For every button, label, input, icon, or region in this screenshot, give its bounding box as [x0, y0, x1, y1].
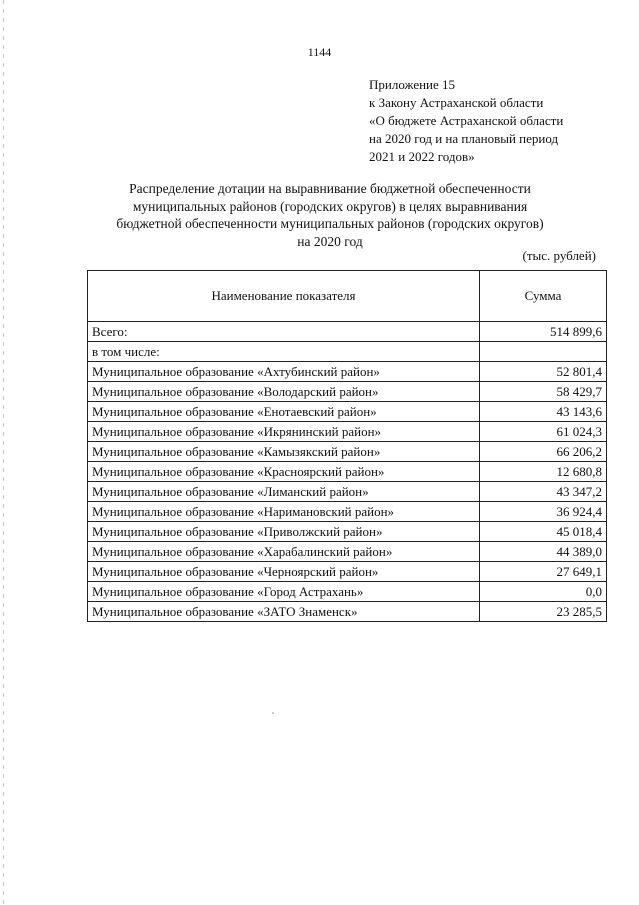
appendix-line: к Закону Астраханской области — [369, 95, 544, 110]
row-amount: 58 429,7 — [480, 382, 607, 402]
row-amount: 43 347,2 — [480, 482, 607, 502]
table-row — [88, 582, 607, 602]
title-line: бюджетной обеспеченности муниципальных районов (городских округов) — [116, 216, 544, 231]
appendix-line: 2021 и 2022 годов» — [369, 149, 475, 164]
row-amount: 27 649,1 — [480, 562, 607, 582]
table-row — [88, 562, 607, 582]
row-name: Муниципальное образование «Володарский район» — [88, 382, 480, 402]
table-row — [88, 542, 607, 562]
table-row — [88, 502, 607, 522]
appendix-line: на 2020 год и на плановый период — [369, 131, 559, 146]
total-row — [88, 322, 607, 342]
row-amount: 0,0 — [480, 582, 607, 602]
table-row — [88, 482, 607, 502]
appendix-line: «О бюджете Астраханской области — [369, 113, 564, 128]
row-name: Муниципальное образование «Лиманский район» — [88, 482, 480, 502]
page-number: 1144 — [307, 45, 332, 59]
table-row — [88, 442, 607, 462]
row-name: Муниципальное образование «Камызякский район» — [88, 442, 480, 462]
data-table — [87, 270, 607, 622]
row-name: Муниципальное образование «Красноярский район» — [88, 462, 480, 482]
scan-edge-artifact — [3, 0, 4, 905]
header-amount: Сумма — [480, 271, 607, 322]
row-name: Муниципальное образование «ЗАТО Знаменск» — [88, 602, 480, 622]
row-amount: 44 389,0 — [480, 542, 607, 562]
table-row — [88, 382, 607, 402]
row-name: Муниципальное образование «Енотаевский район» — [88, 402, 480, 422]
row-name: Муниципальное образование «Наримановский район» — [88, 502, 480, 522]
units-label: (тыс. рублей) — [522, 248, 596, 263]
row-name: Муниципальное образование «Город Астрахань» — [88, 582, 480, 602]
table-row — [88, 462, 607, 482]
title-line: Распределение дотации на выравнивание бюджетной обеспеченности — [129, 181, 531, 196]
table-row — [88, 402, 607, 422]
row-amount: 43 143,6 — [480, 402, 607, 422]
row-amount: 66 206,2 — [480, 442, 607, 462]
header-name: Наименование показателя — [88, 271, 480, 322]
title-line: муниципальных районов (городских округов) в целях выравнивания — [132, 198, 528, 214]
appendix-header — [369, 76, 563, 166]
row-name: Муниципальное образование «Черноярский район» — [88, 562, 480, 582]
row-name: Муниципальное образование «Икрянинский район» — [88, 422, 480, 442]
title-line: на 2020 год — [297, 233, 363, 249]
document-title — [60, 180, 600, 250]
row-amount: 61 024,3 — [480, 422, 607, 442]
table-row — [88, 422, 607, 442]
total-label: Всего: — [88, 322, 480, 342]
row-amount: 12 680,8 — [480, 462, 607, 482]
subtitle-label: в том числе: — [88, 342, 480, 362]
table-row — [88, 362, 607, 382]
row-amount: 36 924,4 — [480, 502, 607, 522]
appendix-line: Приложение 15 — [369, 77, 456, 92]
row-name: Муниципальное образование «Ахтубинский район» — [88, 362, 480, 382]
row-amount: 52 801,4 — [480, 362, 607, 382]
empty-cell — [480, 342, 607, 362]
subtitle-row — [88, 342, 607, 362]
row-name: Муниципальное образование «Харабалинский район» — [88, 542, 480, 562]
row-amount: 23 285,5 — [480, 602, 607, 622]
table-row — [88, 522, 607, 542]
table-header-row — [88, 271, 607, 322]
table-row — [88, 602, 607, 622]
total-amount: 514 899,6 — [480, 322, 607, 342]
row-amount: 45 018,4 — [480, 522, 607, 542]
scan-speck — [272, 712, 274, 714]
row-name: Муниципальное образование «Приволжский район» — [88, 522, 480, 542]
